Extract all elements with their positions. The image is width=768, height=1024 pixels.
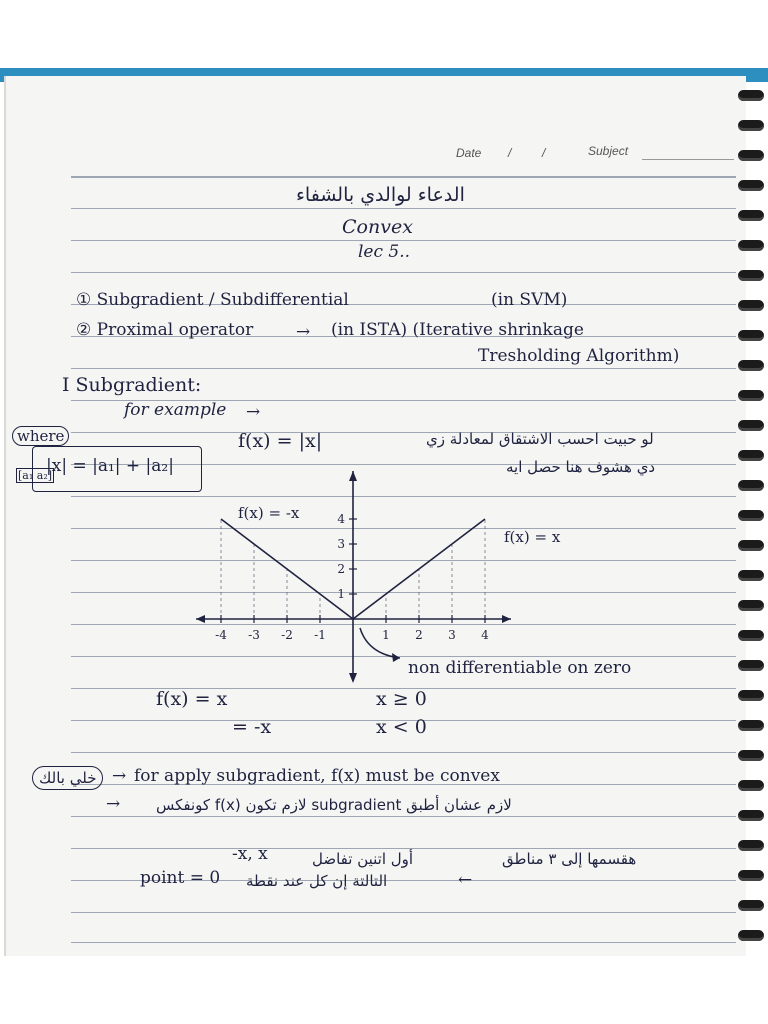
item-subgradient: ① Subgradient / Subdifferential <box>76 290 349 310</box>
topic-title: Convex <box>342 216 413 238</box>
rule-line <box>71 848 736 849</box>
spiral-ring <box>738 720 764 731</box>
spiral-ring <box>738 270 764 281</box>
spiral-ring <box>738 510 764 521</box>
piece-1: f(x) = x <box>156 688 228 710</box>
spiral-ring <box>738 600 764 611</box>
rule-line <box>71 752 736 753</box>
y-axis-arrow-down-icon <box>349 673 357 683</box>
piece-2-condition: x < 0 <box>376 716 427 738</box>
split-arabic: هقسمها إلى ٣ مناطق <box>502 850 637 868</box>
y-tick-label: 1 <box>337 587 345 601</box>
spiral-ring <box>738 90 764 101</box>
x-tick-label: -4 <box>215 628 227 642</box>
x-axis-arrow-left-icon <box>196 615 205 623</box>
spiral-ring <box>738 330 764 341</box>
arabic-note-2: دي هشوف هنا حصل ايه <box>506 458 656 476</box>
item-proximal-note2: Tresholding Algorithm) <box>478 346 680 366</box>
lecture-label: lec 5.. <box>358 242 411 262</box>
rule-line <box>71 240 736 241</box>
where-tag: where <box>12 426 69 446</box>
x-tick-label: 4 <box>481 628 489 642</box>
spiral-ring <box>738 420 764 431</box>
spiral-ring <box>738 540 764 551</box>
item-proximal-note: (in ISTA) (Iterative shrinkage <box>331 320 584 340</box>
spiral-ring <box>738 810 764 821</box>
curved-arrow-icon <box>356 624 416 668</box>
spiral-ring <box>738 630 764 641</box>
rule-line <box>71 368 736 369</box>
date-label: Date <box>456 146 482 160</box>
arrow-icon: → <box>246 402 261 422</box>
spiral-ring <box>738 360 764 371</box>
x-tick-label: -1 <box>314 628 326 642</box>
spiral-ring <box>738 660 764 671</box>
rule-convex: for apply subgradient, f(x) must be convex <box>134 766 500 786</box>
arrow-icon: ← <box>458 870 473 890</box>
section-heading: Ⅰ Subgradient: <box>62 374 202 396</box>
piece-1-condition: x ≥ 0 <box>376 688 427 710</box>
x-tick-label: 2 <box>415 628 423 642</box>
item-subgradient-note: (in SVM) <box>491 290 568 310</box>
piece-2: = -x <box>232 716 272 738</box>
spiral-ring <box>738 300 764 311</box>
spiral-ring <box>738 900 764 911</box>
y-tick-label: 2 <box>337 562 345 576</box>
spiral-ring <box>738 570 764 581</box>
paper-sheet <box>4 76 746 956</box>
x-tick-label: -2 <box>281 628 293 642</box>
arabic-title: الدعاء لوالدي بالشفاء <box>296 184 465 206</box>
non-diff-note: non differentiable on zero <box>408 658 632 678</box>
arrow-icon: → <box>296 322 311 342</box>
spiral-ring <box>738 690 764 701</box>
spiral-ring <box>738 780 764 791</box>
y-tick-label: 4 <box>337 512 345 526</box>
rule-line <box>71 272 736 273</box>
split-arabic-2: أول اتنين تفاضل <box>312 850 414 868</box>
spiral-ring <box>738 210 764 221</box>
rule-line <box>71 912 736 913</box>
x-tick-label: 1 <box>382 628 390 642</box>
arrow-icon: → <box>106 794 121 814</box>
subject-line <box>642 159 734 160</box>
y-axis-arrow-up-icon <box>349 471 357 481</box>
rule-line <box>71 208 736 209</box>
graph-left-label: f(x) = -x <box>238 504 300 522</box>
rule-convex-arabic: لازم عشان أطبق subgradient لازم تكون f(x) كونفكس <box>156 796 512 814</box>
spiral-ring <box>738 930 764 941</box>
x-tick-label: -3 <box>248 628 260 642</box>
graph-right-label: f(x) = x <box>504 528 561 546</box>
third-region-arabic: التالتة إن كل عند نقطة <box>246 872 388 890</box>
spiral-ring <box>738 750 764 761</box>
spiral-ring <box>738 480 764 491</box>
spiral-ring <box>738 840 764 851</box>
spiral-ring <box>738 150 764 161</box>
notebook-page <box>0 68 768 958</box>
formula-abs: |x| = |a₁| + |a₂| <box>46 456 174 476</box>
rule-line <box>71 942 736 943</box>
y-tick-label: 3 <box>337 537 345 551</box>
arrow-icon: → <box>112 766 127 786</box>
focus-tag: خلي بالك <box>32 766 103 790</box>
example-label: for example <box>124 400 227 420</box>
spiral-ring <box>738 870 764 881</box>
vector-bracket: [a₁ a₂] <box>18 469 53 482</box>
arabic-note-1: لو حبيت احسب الاشتقاق لمعادلة زي <box>426 430 654 448</box>
split-values: -x, x <box>232 844 268 864</box>
point-zero: point = 0 <box>140 868 221 888</box>
item-proximal: ② Proximal operator <box>76 320 254 340</box>
x-axis-arrow-right-icon <box>502 615 511 623</box>
spiral-ring <box>738 240 764 251</box>
spiral-ring <box>738 390 764 401</box>
header-rule <box>71 176 736 178</box>
x-tick-label: 3 <box>448 628 456 642</box>
subject-label: Subject <box>588 144 629 158</box>
function-def: f(x) = |x| <box>238 430 323 452</box>
spiral-ring <box>738 120 764 131</box>
spiral-ring <box>738 450 764 461</box>
rule-line <box>71 816 736 817</box>
spiral-ring <box>738 180 764 191</box>
date-separator: / <box>508 146 512 160</box>
date-separator: / <box>542 146 546 160</box>
